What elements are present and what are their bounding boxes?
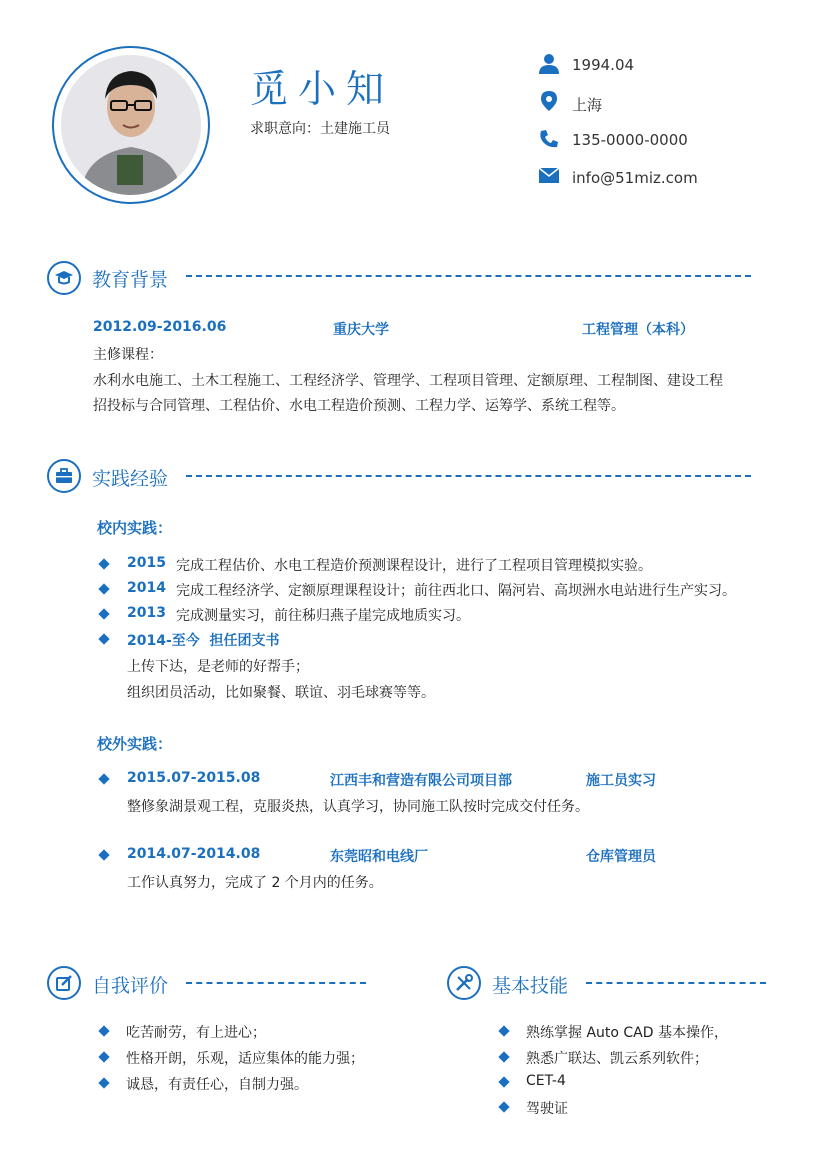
campus-practice-label: 校内实践： <box>97 519 173 537</box>
candidate-name: 觅小知 <box>250 67 395 111</box>
birth-date: 1994.04 <box>572 56 635 74</box>
phone-icon <box>538 128 560 150</box>
external-org: 江西丰和营造有限公司项目部 <box>330 773 512 789</box>
courses-line: 招投标与合同管理、工程估价、水电工程造价预测、工程力学、运筹学、系统工程等。 <box>93 398 625 414</box>
self-eval-item: 性格开朗，乐观，适应集体的能力强； <box>126 1051 364 1067</box>
external-period: 2014.07-2014.08 <box>127 846 261 862</box>
divider <box>586 982 766 984</box>
league-line: 上传下达，是老师的好帮手； <box>127 659 309 675</box>
education-period: 2012.09-2016.06 <box>93 319 227 335</box>
practice-title: 实践经验 <box>92 468 169 490</box>
external-role: 施工员实习 <box>586 773 656 789</box>
phone-number: 135-0000-0000 <box>572 131 688 149</box>
bullet-diamond-icon <box>498 1051 509 1062</box>
bullet-diamond-icon <box>98 1025 109 1036</box>
courses-line: 水利水电施工、土木工程施工、工程经济学、管理学、工程项目管理、定额原理、工程制图、建设工程 <box>93 373 723 389</box>
external-role: 仓库管理员 <box>586 849 656 865</box>
external-desc: 工作认真努力，完成了 2 个月内的任务。 <box>127 875 383 891</box>
bullet-diamond-icon <box>98 633 109 644</box>
bullet-diamond-icon <box>98 1051 109 1062</box>
job-intent: 求职意向：土建施工员 <box>250 121 390 137</box>
bullet-diamond-icon <box>98 558 109 569</box>
campus-year: 2013 <box>127 605 166 621</box>
bullet-diamond-icon <box>98 583 109 594</box>
skill-item: 熟悉广联达、凯云系列软件； <box>526 1051 708 1067</box>
external-practice-label: 校外实践： <box>97 735 173 753</box>
league-line: 组织团员活动，比如聚餐、联谊、羽毛球赛等等。 <box>127 685 435 701</box>
league-heading: 2014-至今 担任团支书 <box>127 633 280 649</box>
external-org: 东莞昭和电线厂 <box>330 849 428 865</box>
skills-title: 基本技能 <box>492 975 569 997</box>
briefcase-icon <box>47 459 81 493</box>
bullet-diamond-icon <box>98 608 109 619</box>
education-major: 工程管理（本科） <box>582 322 694 338</box>
divider <box>186 982 366 984</box>
external-desc: 整修象湖景观工程，克服炎热，认真学习，协同施工队按时完成交付任务。 <box>127 799 589 815</box>
campus-item-text: 完成工程经济学、定额原理课程设计；前往西北口、隔河岩、高坝洲水电站进行生产实习。 <box>176 583 736 599</box>
location: 上海 <box>572 96 603 114</box>
bullet-diamond-icon <box>498 1076 509 1087</box>
self-eval-title: 自我评价 <box>92 975 169 997</box>
bullet-diamond-icon <box>98 773 109 784</box>
bullet-diamond-icon <box>98 849 109 860</box>
divider <box>186 275 751 277</box>
bullet-diamond-icon <box>498 1101 509 1112</box>
divider <box>186 475 751 477</box>
campus-item-text: 完成工程估价、水电工程造价预测课程设计，进行了工程项目管理模拟实验。 <box>176 558 652 574</box>
education-school: 重庆大学 <box>333 322 389 338</box>
external-period: 2015.07-2015.08 <box>127 770 261 786</box>
campus-year: 2015 <box>127 555 166 571</box>
self-eval-item: 诚恳，有责任心，自制力强。 <box>126 1077 308 1093</box>
avatar <box>61 55 201 195</box>
location-pin-icon <box>538 90 560 112</box>
education-title: 教育背景 <box>92 269 169 291</box>
campus-item-text: 完成测量实习，前往秭归燕子崖完成地质实习。 <box>176 608 470 624</box>
skill-item: 驾驶证 <box>526 1101 568 1117</box>
campus-year: 2014 <box>127 580 166 596</box>
bullet-diamond-icon <box>98 1077 109 1088</box>
person-icon <box>538 53 560 75</box>
skill-item: CET-4 <box>526 1073 566 1089</box>
self-eval-item: 吃苦耐劳，有上进心； <box>126 1025 266 1041</box>
graduation-cap-icon <box>47 261 81 295</box>
courses-label: 主修课程： <box>93 347 163 363</box>
bullet-diamond-icon <box>498 1025 509 1036</box>
edit-icon <box>47 966 81 1000</box>
envelope-icon <box>538 165 560 187</box>
skill-item: 熟练掌握 Auto CAD 基本操作， <box>526 1025 728 1041</box>
email: info@51miz.com <box>572 169 698 187</box>
tools-icon <box>447 966 481 1000</box>
